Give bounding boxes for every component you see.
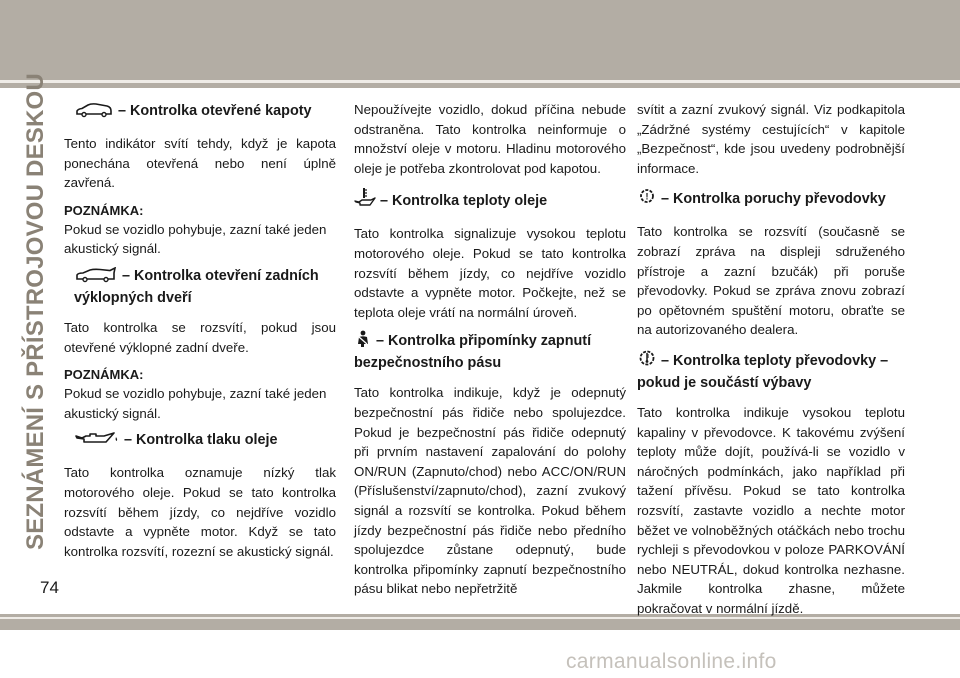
transmission-fault-heading-text: – Kontrolka poruchy převodovky [661,191,886,208]
column-2 [354,100,626,607]
column-3 [637,100,905,626]
rear-door-heading [64,267,336,308]
rear-door-text: Tato kontrolka se rozsvítí, pokud jsou otevřené výklopné zadní dveře. [64,319,336,355]
oil-can-icon [74,431,120,453]
oil-temp-heading-text: – Kontrolka teploty oleje [380,193,548,210]
oil-pressure-text: Tato kontrolka oznamuje nízký tlak motorového oleje. Pokud se tato kontrolka rozsvítí během jízdy, co nejdříve vozidlo odstavte a vypněte motor. Když se tato kontrolka rozsvítí, rozezní se akustický signál. [64,465,336,559]
transmission-temp-text: Tato kontrolka indikuje vysokou teplotu kapaliny v převodovce. K takovému zvýšení teploty může dojít, používá-li se vozidlo v náročných podmínkách, jako například při tažení přívěsu. Pokud se tato kontrolka rozsvítí, zastavte vozidlo a nechte motor běžet ve volnoběžných otáčkách nebo trochu rychleji s převodovkou v poloze PARKOVÁNÍ nebo NEUTRÁL, dokud kontrolka nezhasne. Jakmile kontrolka zhasne, můžete pokračovat v normální jízdě. [637,404,905,616]
column-1 [64,100,336,569]
transmission-fault-heading [637,186,905,212]
seatbelt-heading-text: – Kontrolka připomínky zapnutí bezpečnostního pásu [354,333,592,372]
rear-door-heading-text: – Kontrolka otevření zadních výklopných dveří [74,267,319,306]
note-label: POZNÁMKA: [64,202,144,218]
oil-temp-heading [354,186,626,214]
transmission-temp-heading-text: – Kontrolka teploty převodovky – pokud je součástí výbavy [637,352,889,391]
chapter-side-title: SEZNÁMENÍ S PŘÍSTROJOVOU DESKOU [22,73,49,550]
note-text: Pokud se vozidlo pohybuje, zazní také jeden akustický signál. [64,221,327,257]
transmission-temperature-icon [637,348,657,374]
page-number: 74 [40,578,59,597]
car-hood-open-icon [74,102,114,124]
transmission-temp-heading [637,348,905,393]
oil-pressure-heading [64,431,336,453]
oil-temperature-icon [354,186,376,214]
seatbelt-continued-text: svítit a zazní zvukový signál. Viz podkapitola „Zádržné systémy cestujících“ v kapitole „Bezpečnost“, kde jsou uvedeny podrobnější informace. [637,102,905,176]
note-label: POZNÁMKA: [64,367,144,383]
seatbelt-person-icon [354,330,372,354]
note-text: Pokud se vozidlo pohybuje, zazní také jeden akustický signál. [64,386,327,421]
transmission-fault-text: Tato kontrolka se rozsvítí (současně se zobrazí zpráva na displeji sdruženého přístroje a zazní bzučák) při poruše převodovky. Pokud se zpráva znovu zobrazí po opětovném spuštění motoru, obraťte se na autorizovaného dealera. [637,224,905,338]
hood-heading-text: – Kontrolka otevřené kapoty [118,103,312,119]
car-tailgate-open-icon [74,267,118,289]
oil-pressure-heading-text: – Kontrolka tlaku oleje [124,432,278,449]
hood-heading [64,102,336,124]
header-stripe [0,80,960,83]
seatbelt-text: Tato kontrolka indikuje, když je odepnutý bezpečnostní pás řidiče nebo spolujezdce. Pokud je bezpečnostní pás řidiče odepnutý při prvním nastavení zapalování do polohy ON/RUN (Zapnuto/chod) nebo ACC/ON/RUN (Příslušenství/zapnuto/chod), zazní zvukový signál a rozsvítí se kontrolka. Pokud během jízdy bezpečnostní pás řidiče nebo předního spolujezdce zůstane odepnutý, bude kontrolka připomínky zapnutí bezpečnostního pásu blikat nebo nepřetržitě [354,385,626,597]
oil-temp-text: Tato kontrolka signalizuje vysokou teplotu motorového oleje. Pokud se tato kontrolka rozsvítí během jízdy, co nejdříve vozidlo odstavte a vypněte motor. Počkejte, než se teplota oleje vrátí na normální úroveň. [354,226,626,320]
seatbelt-heading [354,330,626,373]
watermark: carmanualsonline.info [566,650,777,673]
oil-pressure-continued-text: Nepoužívejte vozidlo, dokud příčina nebude odstraněna. Tato kontrolka neinformuje o množství oleje v motoru. Hladinu motorového oleje je potřeba zkontrolovat pod kapotou. [354,102,626,176]
svg-text:!: ! [645,191,649,202]
hood-text: Tento indikátor svítí tehdy, když je kapota ponechána otevřená nebo není úplně zavřená. [64,136,336,191]
transmission-gear-icon [637,186,657,212]
header-band [0,0,960,88]
